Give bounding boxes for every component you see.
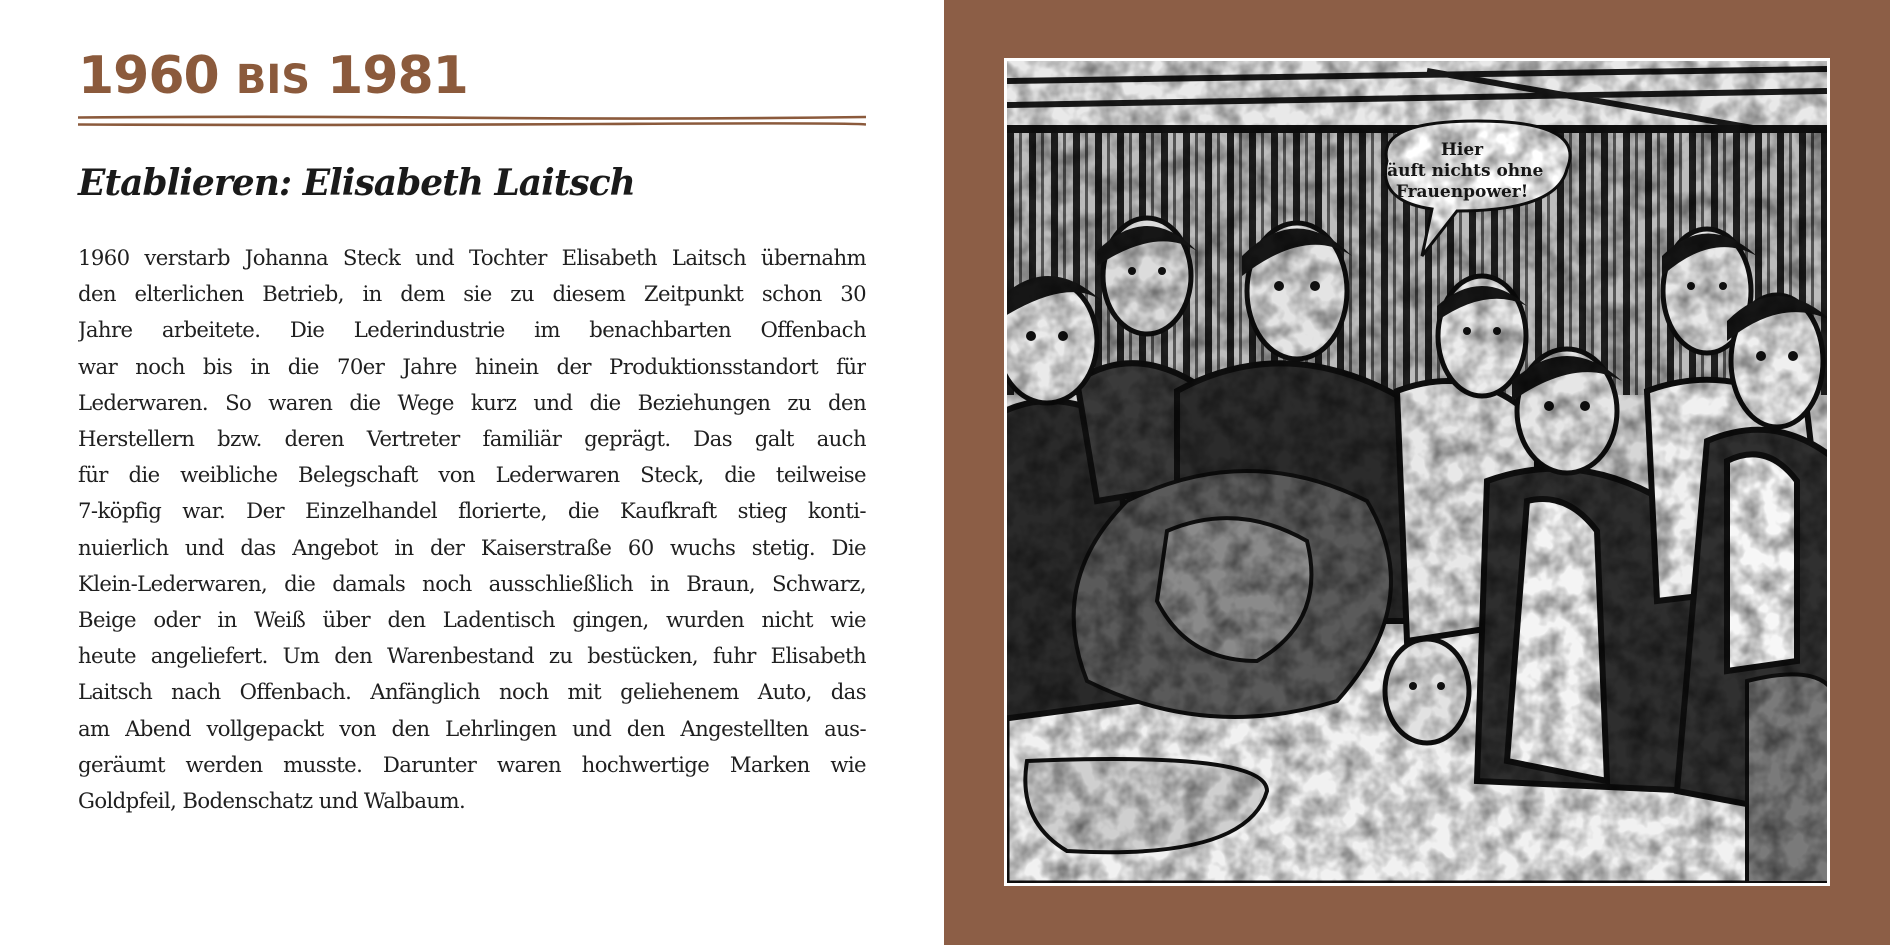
body-line: Beige oder in Weiß über den Ladentisch gingen, wurden nicht wie xyxy=(78,607,866,633)
section-heading: Etablieren: Elisabeth Laitsch xyxy=(78,162,635,204)
body-line: Lederwaren. So waren die Wege kurz und die Beziehungen zu den xyxy=(78,389,866,415)
right-page-panel xyxy=(944,0,1890,945)
body-line: geräumt werden musste. Darunter waren hochwertige Marken wie xyxy=(78,751,866,777)
body-line: Herstellern bzw. deren Vertreter familiär geprägt. Das galt auch xyxy=(78,426,866,452)
body-line: heute angeliefert. Um den Warenbestand zu bestücken, fuhr Elisabeth xyxy=(78,643,866,669)
body-line: Klein-Lederwaren, die damals noch ausschließlich in Braun, Schwarz, xyxy=(78,570,866,596)
page-title xyxy=(78,46,468,106)
year-start: 1960 xyxy=(78,46,219,106)
body-line: war noch bis in die 70er Jahre hinein der Produktionsstandort für xyxy=(78,353,866,379)
body-line: Goldpfeil, Bodenschatz und Walbaum. xyxy=(78,788,466,814)
year-end: 1981 xyxy=(327,46,468,106)
body-line: 7-köpfig war. Der Einzelhandel florierte, die Kaufkraft stieg konti- xyxy=(78,498,866,524)
comic-style-photo xyxy=(1007,61,1827,883)
body-line: nuierlich und das Angebot in der Kaiserstraße 60 wuchs stetig. Die xyxy=(78,534,866,560)
body-line: Laitsch nach Offenbach. Anfänglich noch mit geliehenem Auto, das xyxy=(78,679,866,705)
photo-frame xyxy=(1004,58,1830,886)
year-connector: BIS xyxy=(235,57,311,103)
double-rule-divider xyxy=(78,114,866,128)
body-line: Jahre arbeitete. Die Lederindustrie im benachbarten Offenbach xyxy=(78,317,866,343)
body-line: am Abend vollgepackt von den Lehrlingen und den Angestellten aus- xyxy=(78,715,866,741)
left-page xyxy=(0,0,944,945)
body-paragraph xyxy=(78,240,866,819)
body-line: 1960 verstarb Johanna Steck und Tochter Elisabeth Laitsch übernahm xyxy=(78,245,866,270)
body-line: für die weibliche Belegschaft von Lederwaren Steck, die teilweise xyxy=(78,462,866,488)
body-line: den elterlichen Betrieb, in dem sie zu diesem Zeitpunkt schon 30 xyxy=(78,281,866,307)
